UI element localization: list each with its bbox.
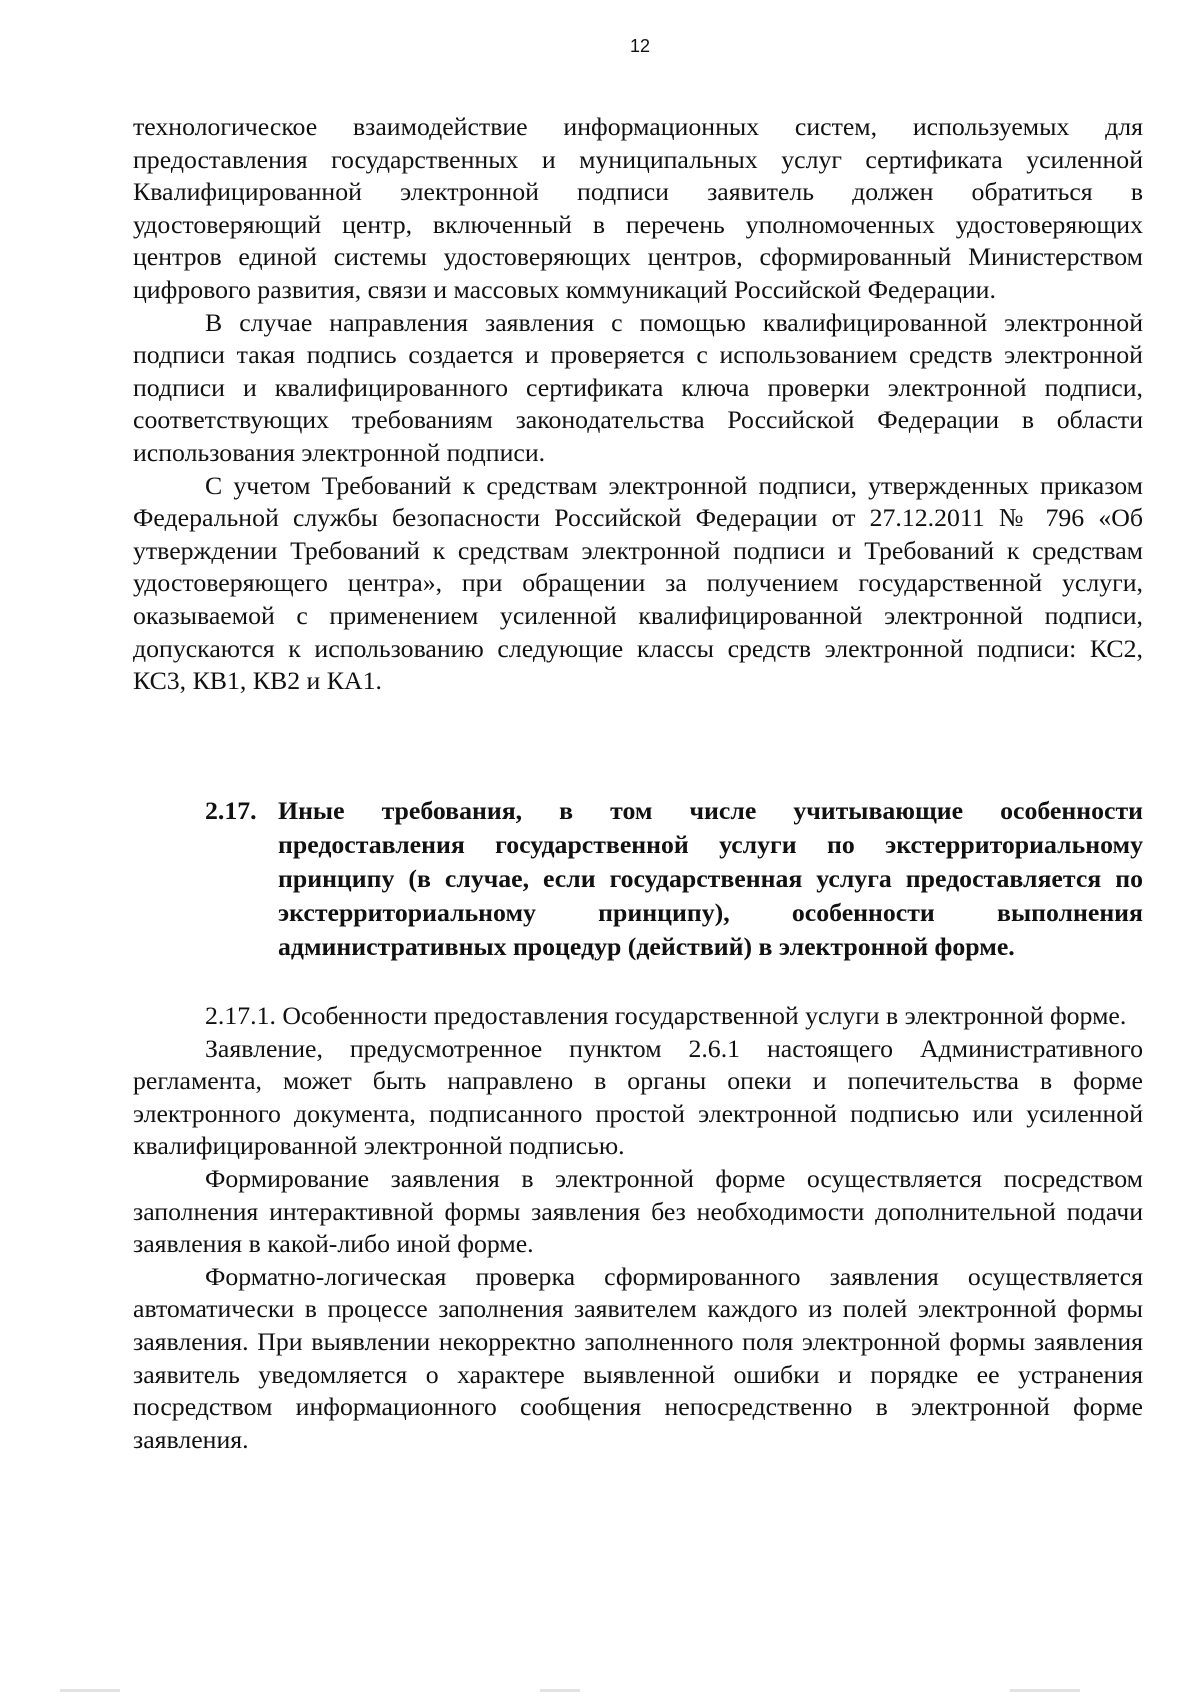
scan-artifact — [540, 1689, 580, 1692]
section-number: 2.17. — [205, 796, 257, 825]
page-number: 12 — [629, 36, 651, 56]
section-title: Иные требования, в том числе учитывающие особенности предоставления государственной услуги по экстерриториальному принципу (в случае, если государственная услуга предоставляется по экстерриториальному принципу), особенности выполнения административных процедур (действий) в электронной форме. — [278, 796, 1143, 961]
paragraph-form-filling: Формирование заявления в электронной форме осуществляется посредством заполнения интерактивной формы заявления без необходимости дополнительной подачи заявления в какой-либо иной форме. — [133, 1163, 1143, 1259]
paragraph-signature-classes: С учетом Требований к средствам электронной подписи, утвержденных приказом Федеральной службы безопасности Российской Федерации от 27.12.2011 № 796 «Об утверждении Требований к средствам электронной подписи и Требований к средствам удостоверяющего центра», при обращении за получением государственной услуги, оказываемой с применением усиленной квалифицированной электронной подписи, допускаются к использованию следующие классы средств электронной подписи: КС2, КС3, КВ1, КВ2 и КА1. — [133, 470, 1143, 696]
top-text-block — [133, 111, 1143, 698]
section-heading — [205, 794, 1143, 964]
paragraph-format-check: Форматно-логическая проверка сформированного заявления осуществляется автоматически в процессе заполнения заявителем каждого из полей электронной формы заявления. При выявлении некорректно заполненного поля электронной формы заявления заявитель уведомляется о характере выявленной ошибки и порядке ее устранения посредством информационного сообщения непосредственно в электронной форме заявления. — [133, 1261, 1143, 1454]
paragraph-continuation: технологическое взаимодействие информационных систем, используемых для предоставления государственных и муниципальных услуг сертификата усиленной Квалифицированной электронной подписи заявитель должен обратиться в удостоверяющий центр, включенный в перечень уполномоченных удостоверяющих центров единой системы удостоверяющих центров, сформированный Министерством цифрового развития, связи и массовых коммуникаций Российской Федерации. — [133, 112, 1143, 304]
paragraph-application-submission: Заявление, предусмотренное пунктом 2.6.1 настоящего Административного регламента, может быть направлено в органы опеки и попечительства в форме электронного документа, подписанного простой электронной подписью или усиленной квалифицированной электронной подписью. — [133, 1033, 1143, 1161]
scan-artifact — [60, 1689, 120, 1692]
scan-artifact — [1010, 1689, 1080, 1692]
paragraph-signature-verification: В случае направления заявления с помощью квалифицированной электронной подписи такая подпись создается и проверяется с использованием средств электронной подписи и квалифицированного сертификата ключа проверки электронной подписи, соответствующих требованиям законодательства Российской Федерации в области использования электронной подписи. — [133, 307, 1143, 467]
paragraph-subsection-2-17-1: 2.17.1. Особенности предоставления государственной услуги в электронной форме. — [205, 1001, 1127, 1030]
bottom-text-block — [133, 1000, 1143, 1456]
